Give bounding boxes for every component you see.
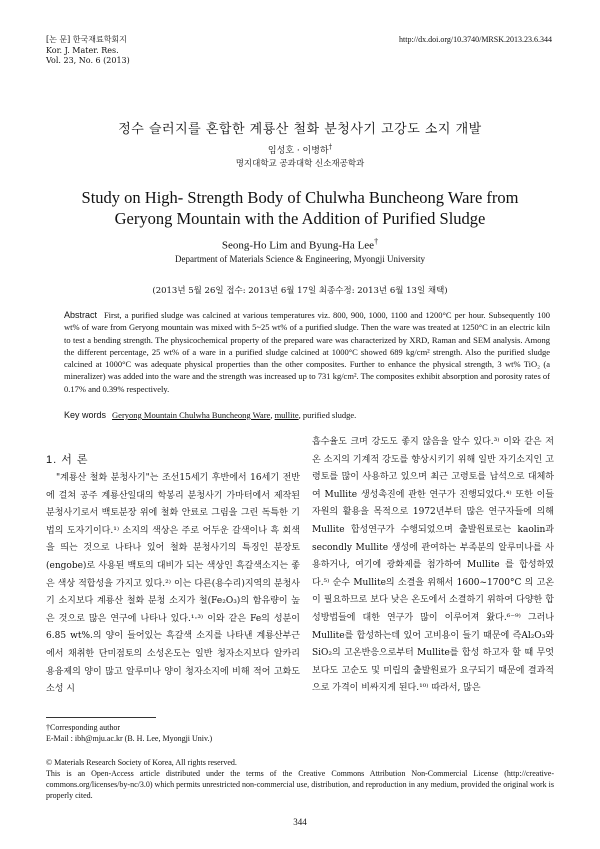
section-heading-introduction: 1. 서 론	[46, 454, 89, 466]
abstract-label: Abstract	[64, 310, 98, 320]
journal-volume: Vol. 23, No. 6 (2013)	[46, 56, 130, 65]
keywords-rest: , purified sludge.	[298, 410, 357, 420]
intro-paragraph-right: 흡수율도 크며 강도도 좋지 않음을 알수 있다.³⁾ 이와 같은 저온 소지의 기계적 강도를 향상시키기 위해 일반 자기소지인 고령토를 많이 사용하고 있으며 최근 고령토를 납석으로 대체하여 Mullite 생성촉진에 관한 연구가 진행되었다.⁴⁾ 또한 이들 자원의 활용을 목적으로 1972년부터 많은 연구자들에 의해 Mullite 합성연구가 수행되었으며 출발원료로는 kaolin과 secondly Mullite 생성에 관여하는 부족분의 알루미나를 사용하거나, 여기에 광화제를 첨가하여 Mullite 를 합성하였다.⁵⁾ 순수 Mullite의 소결을 위해서 1600~1700°C 의 고온이 필요하므로 보다 낮은 온도에서 소결하기 위하여 다양한 합성방법들에 대한 연구가 많이 이루어져 왔다.⁶⁻⁹⁾ 그러나 Mullite를 합성하는데 있어 고비용이 들기 때문에 즉Al₂O₃와 SiO₂의 고온반응으로부터 Mullite를 합성 하고자 할 때 무엇보다도 고순도 및 미립의 출발원료가 요구되기 때문에 결과적으로 가격이 비싸지게 된다.¹⁰⁾ 따라서, 많은	[312, 437, 554, 694]
english-author-names: Seong-Ho Lim and Byung-Ha Lee	[221, 239, 375, 252]
footnote-divider	[46, 717, 156, 718]
keywords	[64, 410, 550, 420]
page-number: 344	[293, 817, 307, 827]
english-title-line-1: Study on High- Strength Body of Chulwha Buncheong Ware from	[81, 188, 519, 207]
footnote	[46, 722, 212, 744]
copyright-block	[46, 757, 554, 801]
english-title	[0, 187, 600, 229]
corresponding-author-note: †Corresponding author	[46, 723, 120, 732]
corresponding-mark-en: †	[374, 237, 379, 246]
submission-dates: (2013년 5월 26일 접수: 2013년 6월 17일 최종수정: 2013년 6월 13일 채택)	[152, 286, 448, 296]
journal-category: [논 문] 한국재료학회지	[46, 35, 127, 44]
body-column-left	[46, 470, 300, 699]
copyright-line: © Materials Research Society of Korea, All rights reserved.	[46, 758, 237, 767]
journal-abbrev: Kor. J. Mater. Res.	[46, 45, 119, 55]
author-email: E-Mail : ibh@mju.ac.kr (B. H. Lee, Myongji Univ.)	[46, 734, 213, 743]
body-column-right	[312, 434, 554, 698]
english-title-line-2: Geryong Mountain with the Addition of Purified Sludge	[114, 209, 486, 228]
doi-link[interactable]: http://dx.doi.org/10.3740/MRSK.2013.23.6.344	[399, 35, 552, 44]
journal-header	[46, 35, 130, 67]
license-text: This is an Open-Access article distributed under the terms of the Creative Commons Attribution Non-Commercial License (http://creative-commons.org/licenses/by-nc/3.0) which permits unrestricted non-commercial use, distribution, and reproduction in any medium, provided the original work is properly cited.	[46, 769, 554, 800]
keywords-label: Key words	[64, 410, 107, 420]
intro-paragraph-left: "계룡산 철화 분청사기"는 조선15세기 후반에서 16세기 전반에 걸쳐 공주 계룡산일대의 학봉리 분청사기 가마터에서 제작된 분청사기로서 백토분장 위에 철화 안료로 그림을 그린 독특한 기법의 도자기이다.¹⁾ 소지의 색상은 주로 어두운 갈색이나 흑 회색을 띄는 것으로 나타나 있어 철화 분청사기의 특징인 분장토(engobe)로 사용된 백토의 대비가 되는 색상인 흑갈색소지는 좋은 색상 적합성을 가지고 있다.²⁾ 이는 다른(용수리)지역의 분청사기 소지보다 계룡산 철화 분청 소지가 철(Fe₂O₃)의 함유량이 높은 것으로 많은 연구에 나타나 있다.¹·³⁾ 이와 같은 Fe의 성분이 6.85 wt%.의 양이 들어있는 흑갈색 소지를 나타낸 계룡산부근에서 채취한 단미점토의 소성온도는 일반 청자소지보다 알카리 용융제의 양이 많고 알루미나 양이 청자소지에 비해 적어 고화도 소성 시	[46, 473, 300, 695]
corresponding-mark: †	[328, 143, 333, 151]
abstract-text: First, a purified sludge was calcined at various temperatures viz. 800, 900, 1000, 1100 and 1200°C per hour. Subsequently 100 wt% of ware from Geryong mountain was mixed with 5~25 wt% of a purified sludge. Then the ware was treated at 1250°C in an electric kiln to test a bending strength. The physicochemical property of the prepared ware was characterized by XRD, Raman and SEM analysis. Among the different percentage, 25 wt% of a ware in a purified sludge calcined at 1000°C showed 689 kg/cm² strength. Also the purified sludge calcined at 1000°C was adequate physical properties than the other composites. Further to enhance the physical strength, 3 wt% TiO₂ (a mineralizer) was added into the ware and the strength was increased up to 731 kg/cm². The composites exhibit absorption and porosity rates of 0.17% and 0.39% respectively.	[64, 310, 550, 394]
english-affiliation: Department of Materials Science & Engineering, Myongji University	[175, 254, 425, 264]
keyword-1[interactable]: Geryong Mountain Chulwha Buncheong Ware	[112, 410, 271, 420]
korean-affiliation: 명지대학교 공과대학 신소재공학과	[235, 159, 365, 169]
keyword-separator: ,	[270, 410, 275, 420]
korean-authors	[0, 143, 600, 156]
korean-author-names: 임성호 · 이병하	[267, 146, 329, 156]
korean-title: 정수 슬러지를 혼합한 계룡산 철화 분청사기 고강도 소지 개발	[118, 122, 482, 137]
english-authors	[0, 237, 600, 252]
abstract	[64, 309, 550, 395]
keyword-2[interactable]: mullite	[274, 410, 299, 420]
